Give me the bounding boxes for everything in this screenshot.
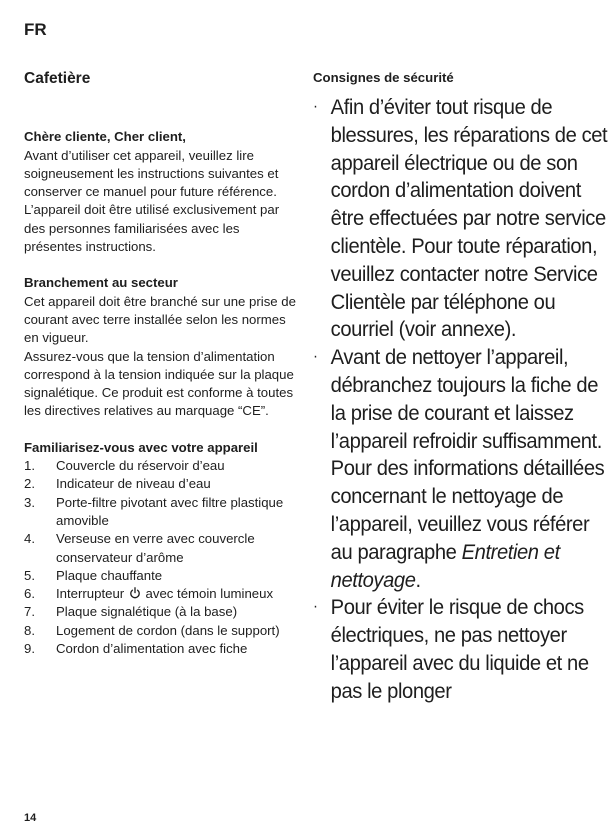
list-item-number: 3. bbox=[24, 494, 35, 510]
list-item-text: Plaque chauffante bbox=[56, 567, 163, 583]
safety-item-text: Pour éviter le risque de chocs électriques, ne pas nettoyer l’appareil avec du liquide et ne pas le plonger bbox=[330, 594, 589, 703]
list-item-number: 7. bbox=[24, 604, 35, 620]
list-item-number: 2. bbox=[24, 476, 35, 492]
list-item-text-after: avec témoin lumineux bbox=[145, 586, 274, 602]
list-item bbox=[24, 640, 296, 658]
list-item bbox=[24, 494, 296, 531]
list-item-number: 8. bbox=[24, 622, 35, 638]
connection-body-1: Cet appareil doit être branché sur une prise de courant avec terre installée selon les normes en vigueur. bbox=[24, 293, 296, 346]
bullet: · bbox=[313, 598, 318, 616]
power-icon bbox=[129, 587, 141, 599]
list-item bbox=[24, 603, 296, 621]
list-item bbox=[24, 530, 296, 567]
left-column bbox=[24, 70, 296, 658]
list-item-text: Porte-filtre pivotant avec filtre plastique amovible bbox=[56, 494, 284, 528]
list-item-number: 9. bbox=[24, 641, 35, 657]
list-item bbox=[24, 585, 296, 603]
safety-heading: Consignes de sécurité bbox=[313, 70, 454, 85]
connection-heading: Branchement au secteur bbox=[24, 275, 178, 291]
language-label: FR bbox=[24, 20, 47, 39]
list-item bbox=[24, 475, 296, 493]
parts-heading: Familiarisez-vous avec votre appareil bbox=[24, 439, 258, 455]
list-item-text: Cordon d’alimentation avec fiche bbox=[56, 641, 248, 657]
greeting-heading: Chère cliente, Cher client, bbox=[24, 129, 186, 145]
greeting-body: Avant d’utiliser cet appareil, veuillez lire soigneusement les instructions suivantes et conserver ce manuel pour future référence. L’appareil doit être utilisé exclusivement par des personnes familiarisées avec les présentes instructions. bbox=[24, 147, 280, 255]
list-item-text-before: Interrupteur bbox=[56, 586, 125, 602]
parts-section bbox=[24, 439, 296, 659]
list-item-number: 6. bbox=[24, 586, 35, 602]
safety-item-text: Afin d’éviter tout risque de blessures, les réparations de cet appareil électrique ou de son cordon d’alimentation doivent être effectuées par notre service clientèle. Pour toute réparation, veuillez contacter notre Service Clientèle par téléphone ou courriel (voir annexe). bbox=[330, 94, 608, 342]
connection-section bbox=[24, 274, 296, 420]
safety-item bbox=[313, 593, 615, 704]
list-item bbox=[24, 457, 296, 475]
list-item-text: Plaque signalétique (à la base) bbox=[56, 604, 238, 620]
safety-item-text-after: . bbox=[415, 566, 421, 592]
list-item-text: Verseuse en verre avec couvercle conservateur d’arôme bbox=[56, 531, 255, 565]
parts-list bbox=[24, 457, 296, 658]
list-item bbox=[24, 622, 296, 640]
bullet: · bbox=[313, 98, 318, 115]
list-item-text: Logement de cordon (dans le support) bbox=[56, 622, 280, 638]
list-item-text: Couvercle du réservoir d’eau bbox=[56, 458, 225, 474]
greeting-section bbox=[24, 128, 296, 256]
safety-item-text-before: Avant de nettoyer l’appareil, débranchez toujours la fiche de la prise de courant et laissez l’appareil refroidir suffisamment. Pour des informations détaillées concernant le nettoyage de l’appareil, veuillez vous référer au paragraphe bbox=[330, 344, 605, 564]
bullet: · bbox=[313, 348, 318, 366]
page-number: 14 bbox=[24, 812, 37, 824]
safety-item bbox=[313, 343, 615, 593]
list-item-number: 5. bbox=[24, 567, 35, 583]
list-item-number: 1. bbox=[24, 458, 35, 474]
safety-list bbox=[313, 93, 608, 705]
list-item-number: 4. bbox=[24, 531, 35, 547]
list-item-text: Indicateur de niveau d’eau bbox=[56, 476, 211, 492]
safety-item bbox=[313, 93, 615, 343]
right-column bbox=[313, 70, 608, 705]
page-title: Cafetière bbox=[24, 70, 91, 87]
list-item bbox=[24, 567, 296, 585]
connection-body-2: Assurez-vous que la tension d’alimentation correspond à la tension indiquée sur la plaque signalétique. Ce produit est conforme à toutes les directives relatives au marquage “CE”. bbox=[24, 348, 294, 419]
safety-item-section-reference: Entretien et nettoyage bbox=[330, 538, 560, 592]
